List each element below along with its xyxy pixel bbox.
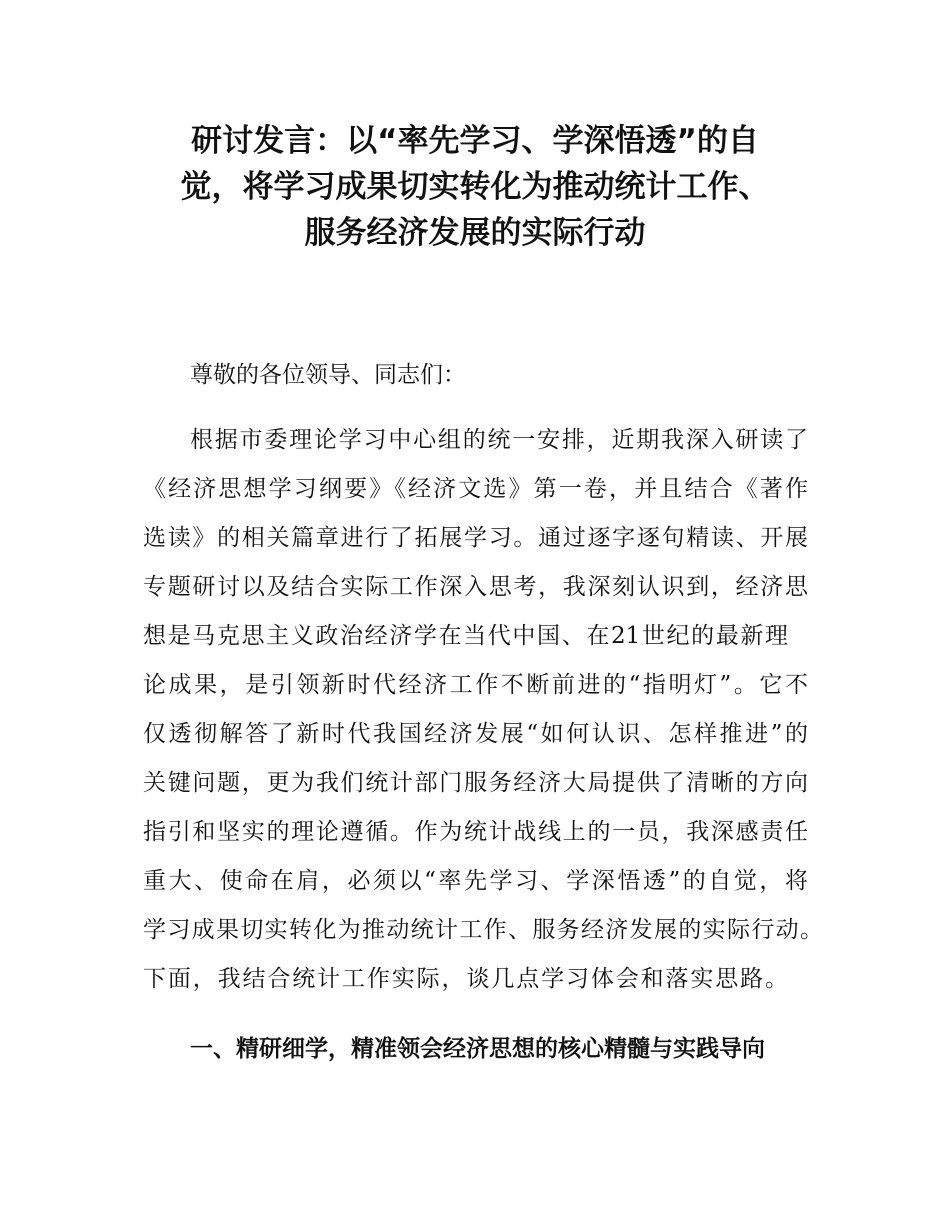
paragraph-line: 论成果，是引领新时代经济工作不断前进的“指明灯”。它不 <box>143 672 808 698</box>
paragraph-line: 想是马克思主义政治经济学在当代中国、在21世纪的最新理 <box>143 623 788 649</box>
paragraph-line: 关键问题，更为我们统计部门服务经济大局提供了清晰的方向 <box>143 770 808 796</box>
section-heading: 一、精研细学，精准领会经济思想的核心精髓与实践导向 <box>190 1036 765 1062</box>
paragraph-line: 仅透彻解答了新时代我国经济发展“如何认识、怎样推进”的 <box>143 721 808 747</box>
title-line: 觉，将学习成果切实转化为推动统计工作、 <box>180 169 770 205</box>
paragraph-line: 根据市委理论学习中心组的统一安排，近期我深入研读了 <box>190 427 808 453</box>
paragraph-line: 《经济思想学习纲要》《经济文选》第一卷，并且结合《著作 <box>143 476 808 502</box>
paragraph-line: 专题研讨以及结合实际工作深入思考，我深刻认识到，经济思 <box>143 574 808 600</box>
paragraph-line: 下面，我结合统计工作实际，谈几点学习体会和落实思路。 <box>143 966 788 992</box>
title-line: 研讨发言：以“率先学习、学深悟透”的自 <box>191 123 759 159</box>
document-title <box>130 118 820 256</box>
paragraph-line: 选读》的相关篇章进行了拓展学习。通过逐字逐句精读、开展 <box>143 525 808 551</box>
title-line: 服务经济发展的实际行动 <box>304 215 646 251</box>
paragraph-line: 重大、使命在肩，必须以“率先学习、学深悟透”的自觉，将 <box>143 868 808 894</box>
paragraph-line: 学习成果切实转化为推动统计工作、服务经济发展的实际行动。 <box>143 917 823 943</box>
salutation: 尊敬的各位领导、同志们： <box>190 362 466 388</box>
paragraph-line: 指引和坚实的理论遵循。作为统计战线上的一员，我深感责任 <box>143 819 808 845</box>
